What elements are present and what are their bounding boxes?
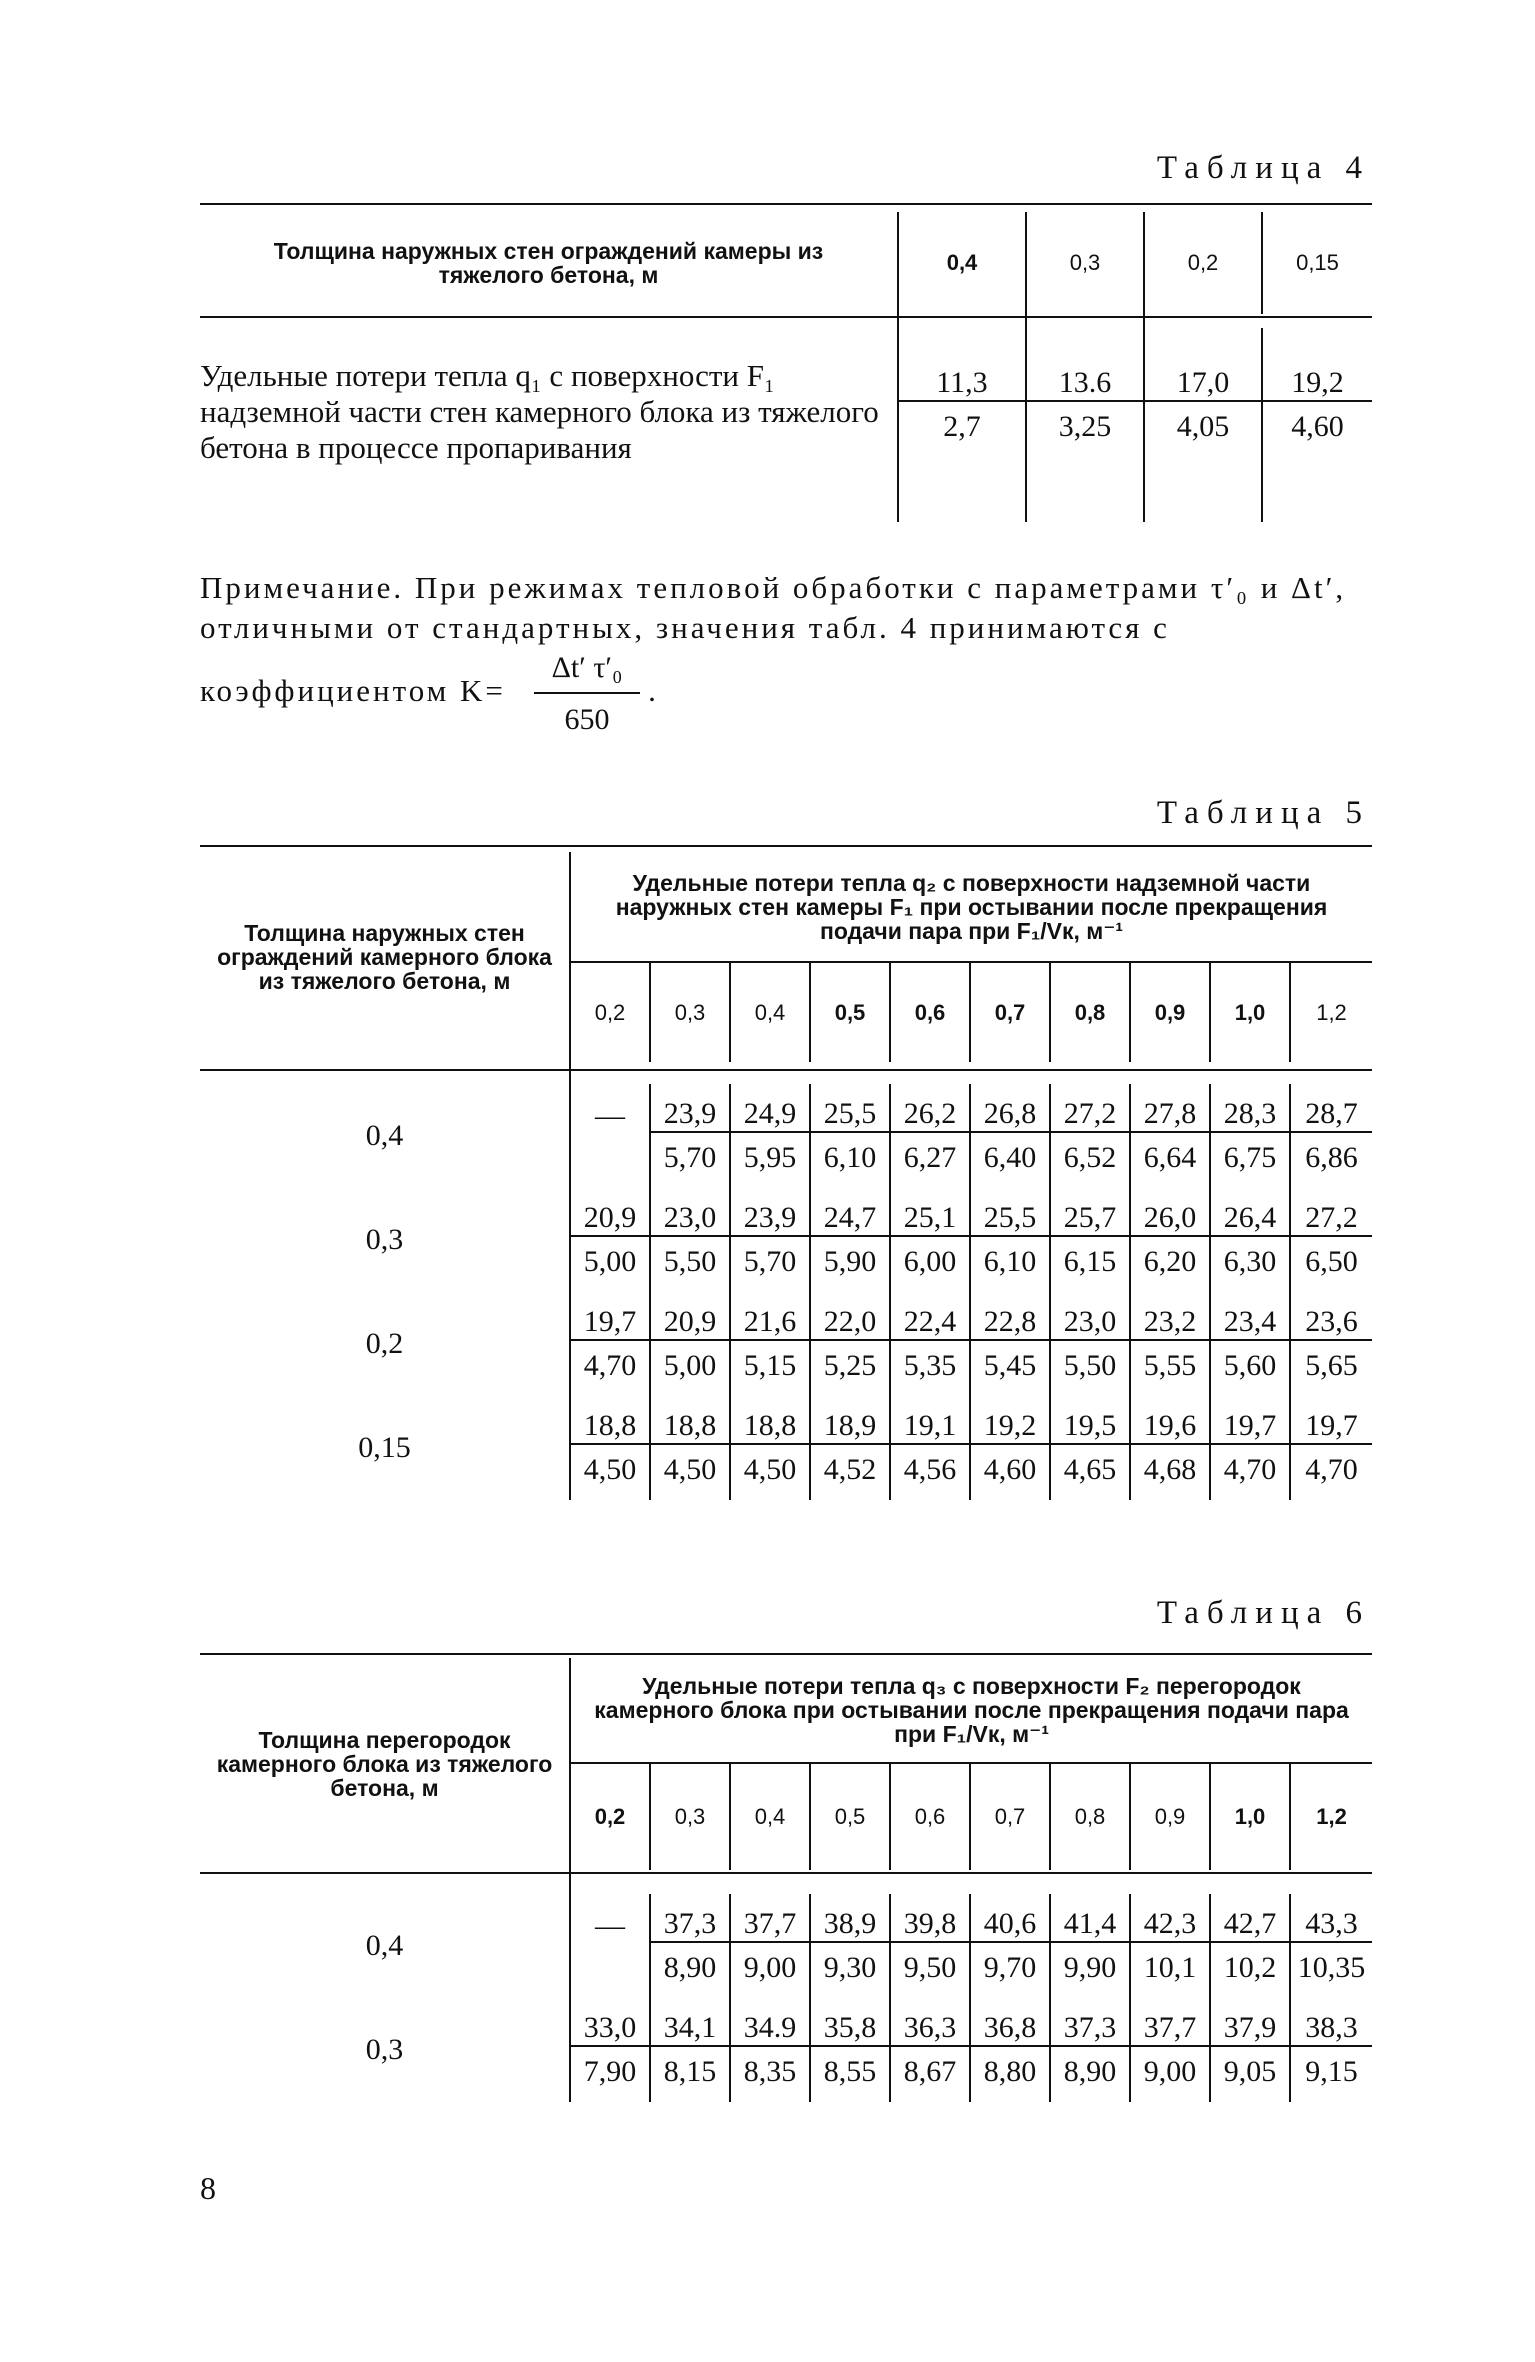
table6-cell <box>1130 1894 1210 1998</box>
table6-cell <box>1050 1894 1130 1998</box>
table6-cell <box>1210 1894 1290 1998</box>
table6-value-top: — <box>595 1909 625 1942</box>
table4-col-header: 0,4 <box>898 212 1026 314</box>
table5-value-top: 25,5 <box>971 1203 1049 1237</box>
table6-value-bottom: 9,00 <box>1143 2055 1197 2088</box>
table5-cell <box>1050 1396 1130 1500</box>
table6-col-header: 0,9 <box>1130 1763 1210 1870</box>
table5-value-top: 20,9 <box>651 1307 729 1341</box>
table5-value-bottom: 4,52 <box>823 1453 877 1486</box>
table6-top-rule <box>200 1653 1372 1655</box>
table6-row <box>200 1998 1372 2102</box>
table6-value-top: 37,9 <box>1211 2013 1289 2047</box>
table6-value-top: 37,3 <box>651 1909 729 1943</box>
table5-value-bottom: 4,50 <box>743 1453 797 1486</box>
table5-value-bottom: 6,30 <box>1223 1245 1277 1278</box>
table5-value-bottom: 4,65 <box>1063 1453 1117 1486</box>
table5-value-bottom: 5,00 <box>663 1349 717 1382</box>
table5-value-top: 26,0 <box>1131 1203 1209 1237</box>
table4-value-top: 11,3 <box>899 368 1025 402</box>
table5-value-bottom: 4,68 <box>1143 1453 1197 1486</box>
table5-cell <box>1130 1396 1210 1500</box>
table6-col-header: 0,6 <box>890 1763 970 1870</box>
table5-value-bottom: 4,70 <box>583 1349 637 1382</box>
table6-row-label: 0,4 <box>365 1929 404 1962</box>
table6-value-top: 36,3 <box>891 2013 969 2047</box>
table5-value-bottom: 5,45 <box>983 1349 1037 1382</box>
table5-value-bottom: 5,95 <box>743 1141 797 1174</box>
table5-cell <box>570 1292 650 1396</box>
table5-cell <box>1210 1188 1290 1292</box>
table5-value-top: 23,2 <box>1131 1307 1209 1341</box>
table5-cell <box>570 1084 650 1188</box>
table6-col-header: 0,2 <box>570 1763 650 1870</box>
table5-value-bottom: 5,70 <box>663 1141 717 1174</box>
table6-cell <box>1130 1998 1210 2102</box>
table4-row-label: Удельные потери тепла q₁ с поверхности F₁ надземной части стен камерного блока из тяжелого бетона в процессе пропаривания <box>200 358 879 465</box>
table5-value-top: 23,0 <box>1051 1307 1129 1341</box>
table5-value-bottom: 6,10 <box>823 1141 877 1174</box>
table5 <box>200 852 1372 1500</box>
table5-col-header: 1,2 <box>1290 962 1372 1062</box>
note-fraction-denominator: 650 <box>564 703 610 736</box>
table4-cell <box>1026 328 1144 522</box>
table5-value-bottom: 6,20 <box>1143 1245 1197 1278</box>
table6-value-bottom: 9,05 <box>1223 2055 1277 2088</box>
table5-row-label: 0,15 <box>358 1431 411 1464</box>
table6-value-bottom: 8,15 <box>663 2055 717 2088</box>
table6-value-bottom: 9,15 <box>1305 2055 1358 2088</box>
table5-value-top: 25,1 <box>891 1203 969 1237</box>
table5-value-bottom: 5,90 <box>823 1245 877 1278</box>
table4-caption: Таблица 4 <box>1156 150 1370 186</box>
table6-col-header: 0,7 <box>970 1763 1050 1870</box>
table5-cell <box>570 1188 650 1292</box>
table6-value-top: 36,8 <box>971 2013 1049 2047</box>
table5-col-header: 1,0 <box>1210 962 1290 1062</box>
table5-group-header: Удельные потери тепла q₂ с поверхности надземной части наружных стен камеры F₁ при остывании после прекращения подачи пара при F₁/Vк, м⁻¹ <box>570 852 1372 962</box>
table5-value-top: 20,9 <box>571 1203 649 1237</box>
table6-value-top: 38,9 <box>811 1909 889 1943</box>
table5-value-top: 23,0 <box>651 1203 729 1237</box>
table5-value-top: 26,4 <box>1211 1203 1289 1237</box>
table5-value-bottom: 6,15 <box>1063 1245 1117 1278</box>
table5-value-top: 26,8 <box>971 1099 1049 1133</box>
table6-cell <box>1290 1998 1372 2102</box>
table5-col-header: 0,3 <box>650 962 730 1062</box>
table5-col-header: 0,2 <box>570 962 650 1062</box>
table5-value-top: 24,7 <box>811 1203 889 1237</box>
table6-cell <box>810 1998 890 2102</box>
table5-value-top: 18,8 <box>731 1411 809 1445</box>
table5-cell <box>970 1292 1050 1396</box>
table5-cell <box>890 1188 970 1292</box>
table6-cell <box>890 1894 970 1998</box>
table6-cell <box>1050 1998 1130 2102</box>
table6-row <box>200 1894 1372 1998</box>
table5-value-top: 18,8 <box>651 1411 729 1445</box>
table6-col-header: 0,3 <box>650 1763 730 1870</box>
table6-cell <box>1290 1894 1372 1998</box>
table5-value-top: 19,7 <box>1291 1411 1372 1445</box>
table5-value-top: 19,5 <box>1051 1411 1129 1445</box>
table5-cell <box>890 1396 970 1500</box>
table6-value-top: 39,8 <box>891 1909 969 1943</box>
table6-value-bottom: 8,55 <box>823 2055 877 2088</box>
table4-value-top: 19,2 <box>1263 368 1372 402</box>
table5-cell <box>730 1396 810 1500</box>
table5-cell <box>570 1396 650 1500</box>
table5-col-header: 0,4 <box>730 962 810 1062</box>
table5-value-bottom: 6,40 <box>983 1141 1037 1174</box>
table5-cell <box>1130 1292 1210 1396</box>
table5-cell <box>1050 1188 1130 1292</box>
table6-value-top: 37,7 <box>1131 2013 1209 2047</box>
table5-value-bottom: 5,60 <box>1223 1349 1277 1382</box>
table5-cell <box>810 1084 890 1188</box>
table6-col-header: 1,2 <box>1290 1763 1372 1870</box>
table5-cell <box>1290 1188 1372 1292</box>
table5-caption: Таблица 5 <box>1156 795 1370 831</box>
table5-value-top: 27,2 <box>1051 1099 1129 1133</box>
table5-value-top: 28,7 <box>1291 1099 1372 1133</box>
table6-value-bottom: 9,30 <box>823 1951 877 1984</box>
table5-cell <box>810 1188 890 1292</box>
table5-value-top: 24,9 <box>731 1099 809 1133</box>
table5-value-top: 27,8 <box>1131 1099 1209 1133</box>
table6-value-bottom: 8,80 <box>983 2055 1037 2088</box>
table5-cell <box>730 1188 810 1292</box>
table5-row-label: 0,3 <box>365 1223 404 1256</box>
table4-top-rule <box>200 203 1372 205</box>
table5-value-top: 21,6 <box>731 1307 809 1341</box>
table5-value-top: 23,9 <box>731 1203 809 1237</box>
table6-value-top: 41,4 <box>1051 1909 1129 1943</box>
table5-cell <box>970 1084 1050 1188</box>
table5-row-label: 0,4 <box>365 1119 404 1152</box>
table5-value-top: 23,4 <box>1211 1307 1289 1341</box>
table6-value-bottom: 9,90 <box>1063 1951 1117 1984</box>
table6-cell <box>650 1998 730 2102</box>
table5-value-top: 19,7 <box>571 1307 649 1341</box>
table5-value-top: 19,6 <box>1131 1411 1209 1445</box>
table5-cell <box>970 1188 1050 1292</box>
table6-body <box>200 1894 1372 2102</box>
table6-value-top: 34,1 <box>651 2013 729 2047</box>
table5-value-top: 22,0 <box>811 1307 889 1341</box>
table5-value-top: 25,7 <box>1051 1203 1129 1237</box>
table5-value-bottom: 5,50 <box>663 1245 717 1278</box>
table5-value-bottom: 6,50 <box>1305 1245 1358 1278</box>
table5-value-top: 23,9 <box>651 1099 729 1133</box>
table5-col-header: 0,9 <box>1130 962 1210 1062</box>
table6-col-header: 0,8 <box>1050 1763 1130 1870</box>
table5-value-top: 18,9 <box>811 1411 889 1445</box>
table6-col-header: 1,0 <box>1210 1763 1290 1870</box>
table5-value-bottom: 4,60 <box>983 1453 1037 1486</box>
table6-group-header: Удельные потери тепла q₃ с поверхности F₂ перегородок камерного блока при остывании после прекращения подачи пара при F₁/Vк, м⁻¹ <box>570 1658 1372 1763</box>
table4-cell <box>898 328 1026 522</box>
table6-value-top: 37,7 <box>731 1909 809 1943</box>
table5-cell <box>730 1084 810 1188</box>
table5-value-bottom: 6,52 <box>1063 1141 1117 1174</box>
table4 <box>200 212 1372 522</box>
table6-value-top: 42,3 <box>1131 1909 1209 1943</box>
table5-cell <box>970 1396 1050 1500</box>
table4-value-bottom: 4,60 <box>1291 410 1344 443</box>
table6-cell <box>730 1894 810 1998</box>
table5-col-header: 0,5 <box>810 962 890 1062</box>
table6-cell <box>970 1894 1050 1998</box>
table6-col-header: 0,5 <box>810 1763 890 1870</box>
table5-cell <box>650 1396 730 1500</box>
table5-value-bottom: 5,55 <box>1143 1349 1197 1382</box>
table5-top-rule <box>200 845 1372 847</box>
table6-value-bottom: 7,90 <box>583 2055 637 2088</box>
table6-value-top: 35,8 <box>811 2013 889 2047</box>
table6-value-bottom: 9,00 <box>743 1951 797 1984</box>
table5-value-top: 23,6 <box>1291 1307 1372 1341</box>
table5-cell <box>650 1188 730 1292</box>
table5-header-label: Толщина наружных стен ограждений камерного блока из тяжелого бетона, м <box>217 920 552 994</box>
table6-value-top: 33,0 <box>571 2013 649 2047</box>
table5-value-bottom: 5,70 <box>743 1245 797 1278</box>
table5-cell <box>650 1084 730 1188</box>
table5-value-bottom: 4,50 <box>583 1453 637 1486</box>
table4-value-bottom: 3,25 <box>1058 410 1112 443</box>
table5-value-bottom <box>571 1131 649 1171</box>
table6-value-bottom: 8,90 <box>1063 2055 1117 2088</box>
table5-cell <box>1290 1396 1372 1500</box>
table4-value-top: 13.6 <box>1027 368 1143 402</box>
table5-cell <box>1290 1084 1372 1188</box>
table5-value-bottom: 5,15 <box>743 1349 797 1382</box>
note-fraction-numerator: Δt′ τ′₀ <box>534 648 641 694</box>
table6-value-bottom: 8,67 <box>903 2055 957 2088</box>
table5-cell <box>890 1292 970 1396</box>
table5-row <box>200 1084 1372 1188</box>
table5-cell <box>1050 1292 1130 1396</box>
note-fraction <box>534 648 641 740</box>
table6-value-bottom: 8,35 <box>743 2055 797 2088</box>
table5-value-top: — <box>595 1099 625 1132</box>
table6-value-top: 34.9 <box>731 2013 809 2047</box>
note-text: Примечание. При режимах тепловой обработки с параметрами τ′₀ и Δt′, отличными от стандартных, значения табл. 4 принимаются с коэффициентом K= <box>200 570 1347 709</box>
table5-value-bottom: 6,64 <box>1143 1141 1197 1174</box>
table5-cell <box>1210 1396 1290 1500</box>
table6-value-bottom: 10,1 <box>1143 1951 1197 1984</box>
table5-cell <box>1130 1188 1210 1292</box>
table6-value-top: 43,3 <box>1291 1909 1372 1943</box>
table5-col-header: 0,8 <box>1050 962 1130 1062</box>
table6-value-bottom: 9,50 <box>903 1951 957 1984</box>
table5-value-bottom: 6,00 <box>903 1245 957 1278</box>
table6 <box>200 1658 1372 2102</box>
table5-value-top: 27,2 <box>1291 1203 1372 1237</box>
table5-value-top: 22,4 <box>891 1307 969 1341</box>
table5-value-top: 22,8 <box>971 1307 1049 1341</box>
table6-value-top: 37,3 <box>1051 2013 1129 2047</box>
table5-body <box>200 1084 1372 1500</box>
table4-value-bottom: 2,7 <box>943 410 981 443</box>
note-end-dot: . <box>648 673 656 709</box>
table5-value-bottom: 6,86 <box>1305 1141 1358 1174</box>
table5-col-header: 0,6 <box>890 962 970 1062</box>
table5-value-bottom: 5,65 <box>1305 1349 1358 1382</box>
table5-cell <box>890 1084 970 1188</box>
table5-value-bottom: 5,35 <box>903 1349 957 1382</box>
table6-row-label: 0,3 <box>365 2033 404 2066</box>
table6-value-bottom: 10,35 <box>1297 1951 1366 1984</box>
table6-cell <box>730 1998 810 2102</box>
table5-row <box>200 1396 1372 1500</box>
table5-cell <box>1210 1292 1290 1396</box>
table4-cell <box>1144 328 1262 522</box>
table4-col-header: 0,3 <box>1026 212 1144 314</box>
table5-cell <box>730 1292 810 1396</box>
table6-value-top: 40,6 <box>971 1909 1049 1943</box>
table5-row <box>200 1188 1372 1292</box>
table5-cell <box>1210 1084 1290 1188</box>
table5-value-top: 19,2 <box>971 1411 1049 1445</box>
table5-value-bottom: 5,25 <box>823 1349 877 1382</box>
table5-cell <box>810 1396 890 1500</box>
table5-value-top: 19,1 <box>891 1411 969 1445</box>
table5-cell <box>1050 1084 1130 1188</box>
table6-cell <box>1210 1998 1290 2102</box>
table4-col-header: 0,15 <box>1262 212 1372 314</box>
table5-row-label: 0,2 <box>365 1327 404 1360</box>
table5-cell <box>810 1292 890 1396</box>
table5-value-bottom: 4,50 <box>663 1453 717 1486</box>
table4-cell <box>1262 328 1372 522</box>
table6-value-bottom: 9,70 <box>983 1951 1037 1984</box>
table5-value-top: 18,8 <box>571 1411 649 1445</box>
table6-value-bottom <box>571 1941 649 1981</box>
table6-cell <box>570 1894 650 1998</box>
table5-value-bottom: 6,27 <box>903 1141 957 1174</box>
table6-cell <box>570 1998 650 2102</box>
table6-header-label: Толщина перегородок камерного блока из тяжелого бетона, м <box>216 1727 553 1801</box>
table6-cell <box>970 1998 1050 2102</box>
table5-value-top: 28,3 <box>1211 1099 1289 1133</box>
table5-row <box>200 1292 1372 1396</box>
table5-value-bottom: 5,50 <box>1063 1349 1117 1382</box>
table5-col-header: 0,7 <box>970 962 1050 1062</box>
table5-value-bottom: 4,70 <box>1223 1453 1277 1486</box>
table5-value-top: 19,7 <box>1211 1411 1289 1445</box>
table4-col-header: 0,2 <box>1144 212 1262 314</box>
table6-cell <box>650 1894 730 1998</box>
table6-cell <box>810 1894 890 1998</box>
table5-value-bottom: 6,10 <box>983 1245 1037 1278</box>
table6-value-bottom: 10,2 <box>1223 1951 1277 1984</box>
table6-cell <box>890 1998 970 2102</box>
table5-cell <box>1290 1292 1372 1396</box>
table4-header-label: Толщина наружных стен ограждений камеры из тяжелого бетона, м <box>273 238 824 288</box>
table6-value-top: 42,7 <box>1211 1909 1289 1943</box>
table5-value-bottom: 5,00 <box>583 1245 637 1278</box>
table5-cell <box>1130 1084 1210 1188</box>
table5-value-top: 26,2 <box>891 1099 969 1133</box>
table6-caption: Таблица 6 <box>1156 1595 1370 1631</box>
table5-cell <box>650 1292 730 1396</box>
table4-value-bottom: 4,05 <box>1176 410 1230 443</box>
table5-value-top: 25,5 <box>811 1099 889 1133</box>
table5-value-bottom: 4,56 <box>903 1453 957 1486</box>
table6-value-bottom: 8,90 <box>663 1951 717 1984</box>
table6-value-top: 38,3 <box>1291 2013 1372 2047</box>
table6-col-header: 0,4 <box>730 1763 810 1870</box>
note-paragraph <box>200 568 1372 740</box>
page-number: 8 <box>200 2170 216 2206</box>
table5-value-bottom: 6,75 <box>1223 1141 1277 1174</box>
table5-value-bottom: 4,70 <box>1305 1453 1358 1486</box>
table4-value-top: 17,0 <box>1145 368 1261 402</box>
